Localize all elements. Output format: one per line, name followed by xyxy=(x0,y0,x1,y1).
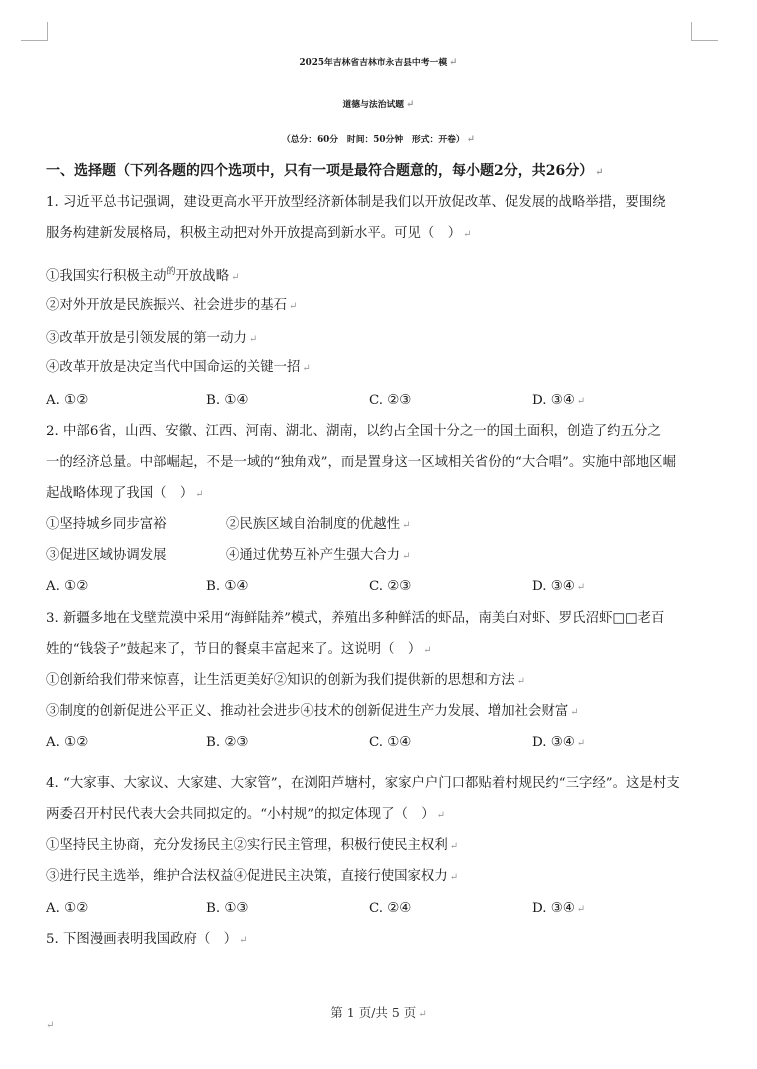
q4-stem-line1: 4. “大家事、大家议、大家建、大家管”，在浏阳芦塘村，家家户户门口都贴着村规民约“三字经”。这是村支 xyxy=(46,776,680,791)
q3-option-c: C. ①④ xyxy=(369,735,412,750)
q4-option-c: C. ②④ xyxy=(369,901,412,916)
q1-statement-1: ①我国实行积极主动$^的$开放战略 ↵ xyxy=(46,267,240,284)
q4-option-b: B. ①③ xyxy=(206,901,249,916)
q4-statements-3-4: ③进行民主选举，维护合法权益④促进民主决策，直接行使国家权力 ↵ xyxy=(46,869,459,884)
q4-option-d: D. ③④ ↵ xyxy=(532,901,586,916)
q1-stem-line2: 服务构建新发展格局，积极主动把对外开放提高到新水平。可见（ ） ↵ xyxy=(46,226,472,241)
q1-option-d: D. ③④ ↵ xyxy=(532,393,586,408)
page-footer: 第 1 页/共 5 页 ↵ xyxy=(330,1005,427,1020)
q3-statements-1-2: ①创新给我们带来惊喜，让生活更美好②知识的创新为我们提供新的思想和方法 ↵ xyxy=(46,673,526,688)
q3-statements-3-4: ③制度的创新促进公平正义、推动社会进步④技术的创新促进生产力发展、增加社会财富 ↵ xyxy=(46,704,579,719)
q3-stem-line2: 姓的“钱袋子”鼓起来了，节日的餐桌丰富起来了。这说明（ ） ↵ xyxy=(46,642,432,657)
q1-stem-line1: 1. 习近平总书记强调，建设更高水平开放型经济新体制是我们以开放促改革、促发展的战略举措，要围绕 xyxy=(46,195,666,210)
q2-statement-2: ②民族区域自治制度的优越性 ↵ xyxy=(226,517,411,532)
q2-option-c: C. ②③ xyxy=(369,579,412,594)
q2-stem-line3: 起战略体现了我国（ ） ↵ xyxy=(46,486,204,501)
q2-statement-4: ④通过优势互补产生强大合力 ↵ xyxy=(226,548,411,563)
section-heading: 一、选择题（下列各题的四个选项中，只有一项是最符合题意的，每小题2分，共26分） ↵ xyxy=(46,163,604,179)
q4-option-a: A. ①② xyxy=(46,901,89,916)
q3-option-a: A. ①② xyxy=(46,735,89,750)
q1-option-c: C. ②③ xyxy=(369,393,412,408)
q1-option-a: A. ①② xyxy=(46,393,89,408)
q5-stem-line1: 5. 下图漫画表明我国政府（ ） ↵ xyxy=(46,932,248,947)
exam-subject: 道德与法治试题 ↵ xyxy=(342,99,415,110)
q2-option-a: A. ①② xyxy=(46,579,89,594)
exam-info: （总分：60分 时间：50分钟 形式：开卷） ↵ xyxy=(281,134,476,145)
q3-stem-line1: 3. 新疆多地在戈壁荒漠中采用“海鲜陆养”模式，养殖出多种鲜活的虾品，南美白对虾、罗氏沼虾□□老百 xyxy=(46,611,665,626)
q3-option-b: B. ②③ xyxy=(206,735,249,750)
q4-stem-line2: 两委召开村民代表大会共同拟定的。“小村规”的拟定体现了（ ） ↵ xyxy=(46,807,446,822)
q2-option-d: D. ③④ ↵ xyxy=(532,579,586,594)
corner-mark-top-left xyxy=(21,22,48,41)
exam-title: 2025年吉林省吉林市永吉县中考一模 ↵ xyxy=(299,57,458,68)
q1-statement-4: ④改革开放是决定当代中国命运的关键一招 ↵ xyxy=(46,360,311,375)
q2-statement-1: ①坚持城乡同步富裕 xyxy=(46,517,167,532)
q2-option-b: B. ①④ xyxy=(206,579,249,594)
q2-stem-line2: 一的经济总量。中部崛起，不是一域的“独角戏”，而是置身这一区域相关省份的“大合唱”。实施中部地区崛 xyxy=(46,455,676,470)
q3-option-d: D. ③④ ↵ xyxy=(532,735,586,750)
q1-statement-2: ②对外开放是民族振兴、社会进步的基石 ↵ xyxy=(46,298,298,313)
q1-statement-3: ③改革开放是引领发展的第一动力 ↵ xyxy=(46,331,258,346)
corner-mark-top-right xyxy=(691,22,718,41)
end-paragraph-mark: ↵ xyxy=(46,1020,55,1031)
q2-stem-line1: 2. 中部6省，山西、安徽、江西、河南、湖北、湖南，以约占全国十分之一的国土面积，创造了约五分之 xyxy=(46,424,661,439)
q4-statements-1-2: ①坚持民主协商，充分发扬民主②实行民主管理，积极行使民主权利 ↵ xyxy=(46,838,459,853)
q1-option-b: B. ①④ xyxy=(206,393,249,408)
q2-statement-3: ③促进区域协调发展 xyxy=(46,548,167,563)
